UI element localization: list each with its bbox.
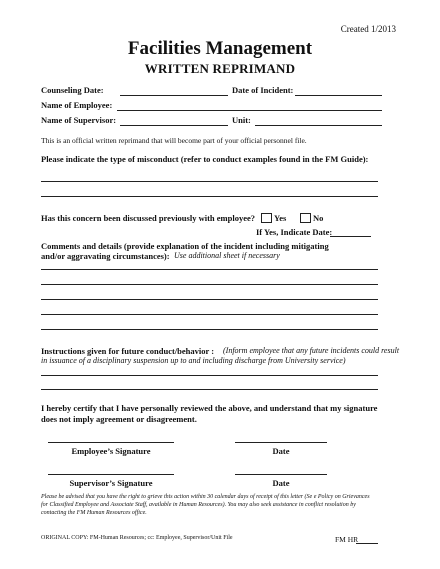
- created-date: Created 1/2013: [340, 24, 396, 34]
- certification-text-cont: does not imply agreement or disagreement.: [41, 414, 197, 424]
- intro-text: This is an official written reprimand that will become part of your official personnel file.: [41, 136, 307, 145]
- comments-label-cont: and/or aggravating circumstances):: [41, 251, 170, 261]
- instructions-line[interactable]: [41, 375, 378, 376]
- fm-hr-field[interactable]: [356, 543, 378, 544]
- no-checkbox[interactable]: [300, 213, 311, 223]
- employee-name-field[interactable]: [117, 110, 382, 111]
- unit-label: Unit:: [232, 115, 251, 125]
- instructions-line[interactable]: [41, 389, 378, 390]
- comments-line[interactable]: [41, 299, 378, 300]
- supervisor-signature-line[interactable]: [48, 474, 174, 475]
- employee-date-label: Date: [272, 446, 290, 456]
- comments-line[interactable]: [41, 314, 378, 315]
- employee-name-label: Name of Employee:: [41, 100, 113, 110]
- misconduct-prompt: Please indicate the type of misconduct (refer to conduct examples found in the FM Guide):: [41, 154, 369, 164]
- instructions-label: Instructions given for future conduct/behavior :: [41, 346, 215, 356]
- if-yes-date-field[interactable]: [330, 236, 371, 237]
- date-of-incident-label: Date of Incident:: [232, 85, 294, 95]
- copy-distribution: ORIGINAL COPY: FM-Human Resources; cc: Employee, Supervisor/Unit File: [41, 535, 233, 541]
- employee-signature-line[interactable]: [48, 442, 174, 443]
- grievance-notice-line: Please be advised that you have the right to grieve this action within 30 calendar days of receipt of this letter (Se e Policy on Grievances: [41, 494, 370, 500]
- comments-label: Comments and details (provide explanation of the incident including mitigating: [41, 241, 329, 251]
- employee-signature-label: Employee’s Signature: [71, 446, 151, 456]
- page-title: Facilities Management: [127, 38, 313, 59]
- comments-line[interactable]: [41, 284, 378, 285]
- supervisor-name-label: Name of Supervisor:: [41, 115, 117, 125]
- employee-date-line[interactable]: [235, 442, 327, 443]
- comments-line[interactable]: [41, 269, 378, 270]
- instructions-hint-cont: in issuance of a disciplinary suspension up to and including discharge from University service): [41, 356, 346, 365]
- comments-hint: Use additional sheet if necessary: [174, 251, 280, 260]
- comments-line[interactable]: [41, 329, 378, 330]
- if-yes-date-label: If Yes, Indicate Date:: [256, 227, 333, 237]
- no-label: No: [313, 213, 324, 223]
- misconduct-line[interactable]: [41, 181, 378, 182]
- grievance-notice-line: contacting the FM Human Resources office.: [41, 510, 147, 516]
- yes-checkbox[interactable]: [261, 213, 272, 223]
- counseling-date-label: Counseling Date:: [41, 85, 104, 95]
- yes-label: Yes: [274, 213, 287, 223]
- instructions-hint: (Inform employee that any future incidents could result: [223, 346, 400, 355]
- fm-hr-label: FM HR: [335, 535, 359, 544]
- supervisor-date-line[interactable]: [235, 474, 327, 475]
- grievance-notice: [41, 493, 370, 517]
- counseling-date-field[interactable]: [120, 95, 228, 96]
- supervisor-signature-label: Supervisor’s Signature: [69, 478, 153, 488]
- grievance-notice-line: for Classified Employee and Associate Staff, available in Human Resources). You may also seek assistance in conflict resolution by: [41, 502, 356, 508]
- certification-text: I hereby certify that I have personally reviewed the above, and understand that my signature: [41, 403, 378, 413]
- misconduct-line[interactable]: [41, 196, 378, 197]
- form-subtitle: WRITTEN REPRIMAND: [144, 61, 296, 76]
- discussed-question: Has this concern been discussed previously with employee?: [41, 213, 256, 223]
- supervisor-name-field[interactable]: [120, 125, 228, 126]
- supervisor-date-label: Date: [272, 478, 290, 488]
- date-of-incident-field[interactable]: [295, 95, 382, 96]
- unit-field[interactable]: [255, 125, 382, 126]
